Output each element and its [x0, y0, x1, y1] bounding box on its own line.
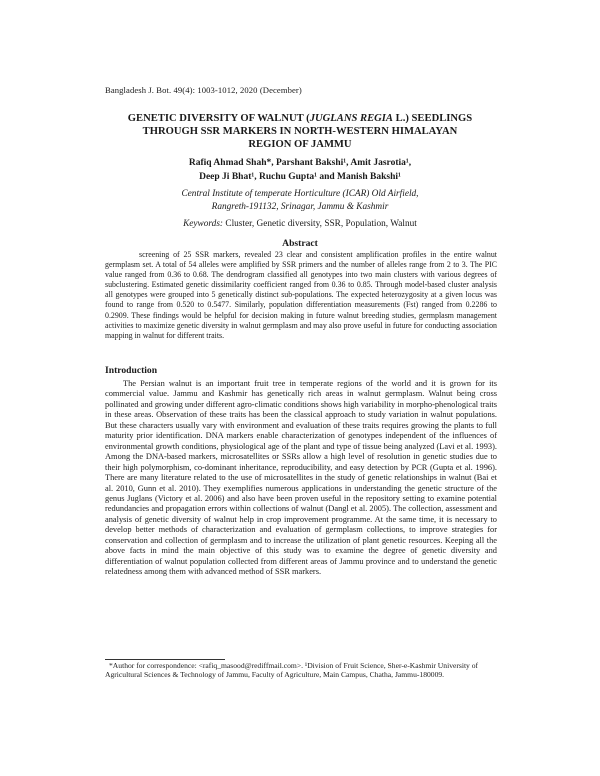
affiliation [110, 188, 490, 213]
footnote-divider [105, 659, 225, 660]
keywords-label: Keywords: [183, 219, 224, 229]
paper-title [110, 112, 490, 151]
keywords [110, 219, 490, 229]
journal-reference: Bangladesh J. Bot. 49(4): 1003-1012, 2020 (December) [105, 85, 302, 95]
title-line-2: THROUGH SSR MARKERS IN NORTH-WESTERN HIMALAYAN [142, 126, 458, 137]
footnote [105, 661, 497, 680]
footnote-text: *Author for correspondence: <rafiq_masood@rediffmail.com>. ¹Division of Fruit Science, Sher-e-Kashmir University of Agricultural Sciences & Technology of Jammu, Faculty of Agriculture, Main Campus, Chatha, Jammu-180009. [105, 661, 479, 680]
keywords-text: Cluster, Genetic diversity, SSR, Population, Walnut [223, 219, 417, 229]
author-list [110, 156, 490, 184]
introduction-body [105, 379, 497, 578]
affiliation-line-2: Rangreth-191132, Srinagar, Jammu & Kashmir [211, 201, 389, 212]
introduction-paragraph: The Persian walnut is an important fruit tree in temperate regions of the world and it is grown for its commercial value. Jammu and Kashmir has genetically rich areas in walnut germplasm. Walnut being cross pollinated and growing under different agro-climatic conditions shows high variability in morpho-phenological traits in these areas. Observation of these traits has been the classical approach to study variation in walnut populations. But these characters usually vary with environment and evaluation of these traits requires growing the plants to full maturity prior identification. DNA markers enable characterization of genotypes independent of the influences of environmental growth conditions, physiological age of the plant and type of tissue being analyzed (Lavi et al. 1993). Among the DNA-based markers, microsatellites or SSRs allow a high level of resolution in genetic studies due to their high polymorphism, co-dominant inheritance, reproducibility, and easy detection by PCR (Gupta et al. 1996). There are many literature related to the use of microsatellites in the study of genetic relationships in walnut (Bai et al. 2010, Gunn et al. 2010). They exemplifies numerous applications in understanding the genetic structure of the genus Juglans (Victory et al. 2006) and also have been proven useful in the repository setting to examine potential redundancies and propagation errors within collections of walnut (Dangl et al. 2005). The collection, assessment and analysis of genetic diversity of walnut help in crop improvement programme. At the same time, it is necessary to develop better methods of characterization and evaluation of germplasm collections, to improve strategies for conservation and collection of germplasm and to increase the utilization of plant genetic resources. Keeping all the above facts in mind the main objective of this study was to examine the degree of genetic diversity and differentiation of walnut population collected from different areas of Jammu province and to understand the genetic relatedness among them with advanced method of SSR markers. [105, 379, 497, 577]
authors-line-2: Deep Ji Bhat¹, Ruchu Gupta¹ and Manish Bakshi¹ [199, 172, 401, 182]
title-line-1: GENETIC DIVERSITY OF WALNUT (JUGLANS REGIA L.) SEEDLINGS [127, 113, 473, 124]
title-line-3: REGION OF JAMMU [248, 139, 352, 150]
abstract-heading: Abstract [282, 238, 318, 249]
introduction-heading: Introduction [105, 365, 158, 376]
abstract-body [105, 250, 497, 341]
authors-line-1: Rafiq Ahmad Shah*, Parshant Bakshi¹, Amit Jasrotia¹, [188, 158, 412, 168]
abstract-paragraph: screening of 25 SSR markers, revealed 23 clear and consistent amplification profiles in the entire walnut germplasm set. A total of 54 alleles were amplified by SSR primers and the number of alleles range from 2 to 3. The PIC value ranged from 0.36 to 0.68. The dendrogram classified all genotypes into two main clusters with various degrees of subclustering. Estimated genetic dissimilarity coefficient ranged from 0.36 to 0.85. Through model-based cluster analysis all genotypes were grouped into 5 genetically distinct sub-populations. The expected heterozygosity at a given locus was found to range from 0.520 to 0.5477. Similarly, population differentiation measurements (Fst) ranged from 0.2286 to 0.2909. These findings would be helpful for decision making in future walnut breeding studies, germplasm management activities to maximize genetic diversity in walnut germplasm and may also prove useful in future for conducting association mapping in walnut for different traits. [105, 250, 497, 340]
affiliation-line-1: Central Institute of temperate Horticulture (ICAR) Old Airfield, [181, 189, 419, 199]
title-species-name: JUGLANS REGIA [309, 113, 393, 124]
